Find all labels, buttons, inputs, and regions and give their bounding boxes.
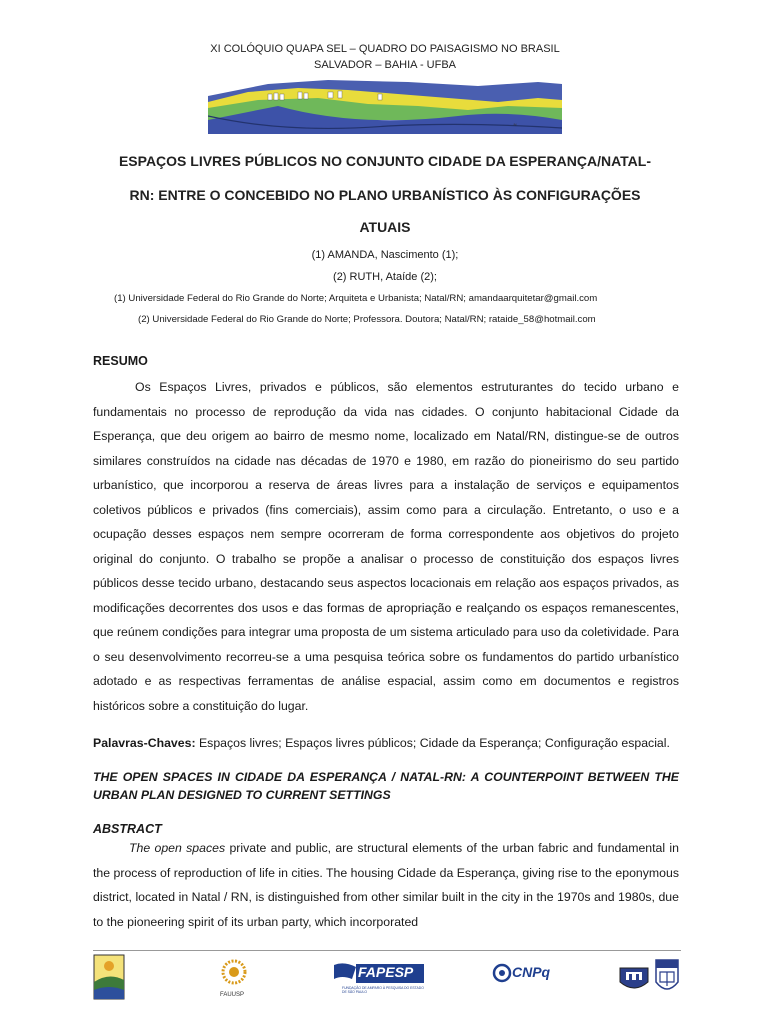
abstract-paragraph [93,836,679,934]
keywords-label: Palavras-Chaves: [93,736,196,750]
author-2: (2) RUTH, Ataíde (2); [333,271,437,283]
conference-banner-illustration [208,76,562,134]
abstract-text: private and public, are structural elements of the urban fabric and fundamental in the process of reproduction of life in cities. The housing Cidade da Esperança, giving rise to the eponymous district, located in Natal / RN, is distinguished from other similar built in the city in the 1970s and 1980s, due to the pioneering spirit of its urban party, which incorporated [93,841,680,929]
resumo-paragraph [93,375,679,718]
cnpq-emblem [492,961,512,985]
english-title: THE OPEN SPACES IN CIDADE DA ESPERANÇA / NATAL-RN: A COUNTERPOINT BETWEEN THE URBAN PLAN DESIGNED TO CURRENT SETTINGS [93,770,679,802]
footer-divider [93,950,681,951]
quapa-logo [93,954,125,1000]
resumo-text: Os Espaços Livres, privados e públicos, são elementos estruturantes do tecido urbano e fundamentais no processo de reprodução da vida nas cidades. O conjunto habitacional Cidade da Esperança, que deu origem ao bairro de mesmo nome, localizado em Natal/RN, distingue-se de outros similares construídos na cidade nas décadas de 1970 e 1980, em razão do pioneirismo do seu partido urbanístico, que incorporou a reserva de áreas livres para a instalação de serviços e equipamentos coletivos públicos e privados (fins comerciais), assim como para a circulação. Entretanto, o uso e a ocupação desses espaços nem sempre ocorreram de forma correspondente aos objetivos do projeto original do conjunto. O trabalho se propõe a analisar o processo de constituição dos espaços livres públicos desse tecido urbano, destacando seus aspectos locacionais em relação aos espaços privados, as modificações decorrentes dos usos e das formas de apropriação e realçando os espaços remanescentes, que reúnem condições para integrar uma proposta de um sistema articulado para uso da coletividade. Para o seu desenvolvimento recorreu-se a uma pesquisa teórica sobre os fundamentos do partido urbanístico adotado e as respectivas ferramentas de análise espacial, assim como em documentos e registros históricos sobre a constituição do lugar. [93,380,679,713]
cnpq-label: CNPq [512,964,551,980]
fapesp-logo [334,961,424,995]
conference-header-line2: SALVADOR – BAHIA - UFBA [313,59,457,71]
affiliation-1: (1) Universidade Federal do Rio Grande do Norte; Arquiteta e Urbanista; Natal/RN; amandaarquitetar@gmail.com [114,293,598,304]
paper-title-line1: ESPAÇOS LIVRES PÚBLICOS NO CONJUNTO CIDADE DA ESPERANÇA/NATAL- [118,153,652,169]
paper-title-line3: ATUAIS [359,219,411,235]
resumo-heading: RESUMO [93,354,148,368]
fauusp-label: FAUUSP [220,992,245,998]
fapesp-subtitle: FUNDAÇÃO DE AMPARO À PESQUISA DO ESTADO DE SÃO PAULO [342,986,424,994]
fapesp-label: FAPESP [358,964,414,980]
keywords-line [93,736,670,750]
ufba-crest [654,956,680,998]
paper-title-line2: RN: ENTRE O CONCEBIDO NO PLANO URBANÍSTICO ÀS CONFIGURAÇÕES [129,187,641,203]
conference-header-line1: XI COLÓQUIO QUAPA SEL – QUADRO DO PAISAGISMO NO BRASIL [210,43,560,55]
affiliation-2: (2) Universidade Federal do Rio Grande do Norte; Professora. Doutora; Natal/RN; rataide_58@hotmail.com [138,314,596,325]
fauusp-emblem [216,958,252,992]
abstract-lead-italic: The open spaces [129,841,226,855]
svg-text:≈: ≈ [513,122,518,128]
ufrn-crest [618,962,650,994]
author-1: (1) AMANDA, Nascimento (1); [311,249,459,261]
abstract-heading: ABSTRACT [93,822,162,836]
keywords-text: Espaços livres; Espaços livres públicos; Cidade da Esperança; Configuração espacial. [195,736,670,750]
